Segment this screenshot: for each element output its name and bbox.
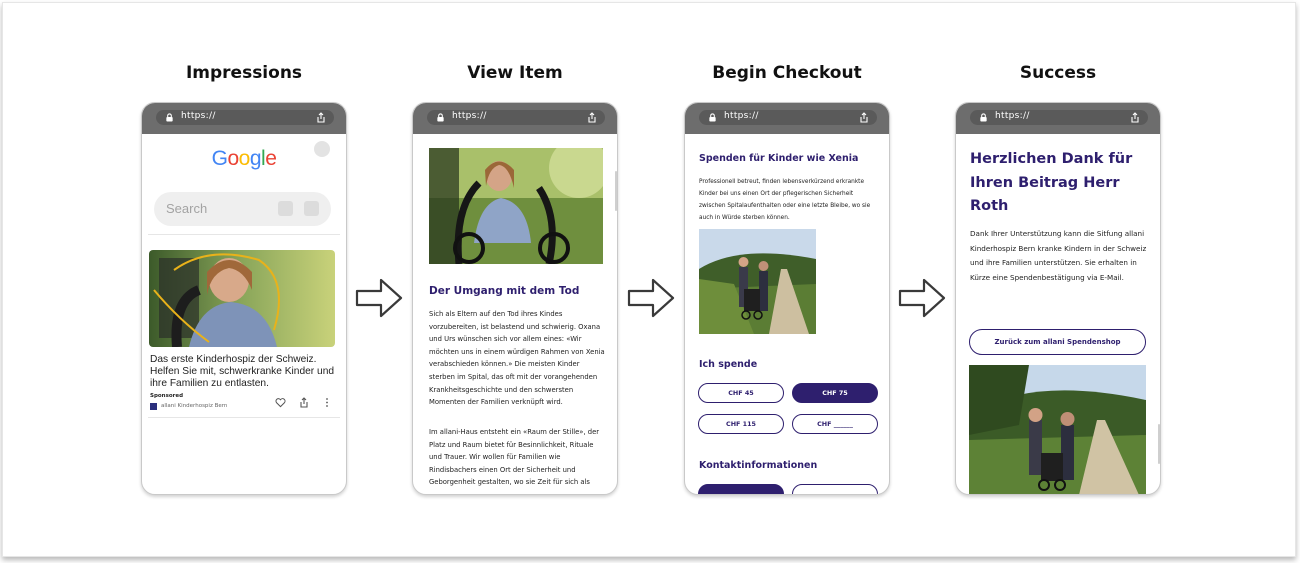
divider xyxy=(148,417,340,418)
avatar[interactable] xyxy=(314,141,330,157)
phone-view-item xyxy=(412,102,618,495)
camera-search-icon[interactable] xyxy=(304,201,319,216)
google-results-page xyxy=(142,134,346,494)
stage-title-begin-checkout: Begin Checkout xyxy=(712,63,862,83)
donate-heading: Ich spende xyxy=(699,359,758,370)
browser-bar xyxy=(142,103,346,134)
logo-letter: e xyxy=(265,147,277,170)
search-input[interactable] xyxy=(154,192,331,226)
article-page xyxy=(413,134,617,494)
article-heading: Der Umgang mit dem Tod xyxy=(429,285,580,297)
success-photo-family-path xyxy=(969,365,1146,494)
checkout-page xyxy=(685,134,889,494)
article-photo-girl-wheelchair xyxy=(429,148,603,264)
advertiser-favicon xyxy=(150,403,157,410)
share-icon[interactable] xyxy=(587,112,597,123)
article-paragraph: Sich als Eltern auf den Tod ihres Kindes vorzubereiten, ist belastend und schwierig. Oxana und Urs wünschen sich vor allem eines: «Wir möchten uns in einem würdigen Rahmen von Xenia verabschieden können.» Die meisten Kinder sterben im Spital, das oft mit der vorangehenden Krankheitsgeschichte und den schwersten Momenten der Familien verknüpft wird. xyxy=(429,310,605,407)
contact-option-button[interactable] xyxy=(698,484,784,494)
share-icon[interactable] xyxy=(1130,112,1140,123)
custom-amount-input[interactable]: CHF ______ xyxy=(792,414,878,434)
divider xyxy=(148,234,340,235)
amount-button-75[interactable]: CHF 75 xyxy=(792,383,878,403)
browser-bar xyxy=(956,103,1160,134)
article-paragraph: Im allani-Haus entsteht ein «Raum der Stille», der Platz und Raum bietet für Besinnlichkeit, Rituale und Trauer. Wir wollen für Familien wie Rindisbachers einen Ort der Sicherheit und Geborgenheit gestalten, wo sie Zeit für sich als xyxy=(429,428,600,487)
contact-heading: Kontaktinformationen xyxy=(699,460,818,471)
success-page xyxy=(956,134,1160,494)
scrollbar[interactable] xyxy=(615,171,617,211)
checkout-heading: Spenden für Kinder wie Xenia xyxy=(699,153,859,164)
arrow-right-icon xyxy=(627,277,675,319)
lock-icon xyxy=(979,113,988,122)
share-icon[interactable] xyxy=(859,112,869,123)
url-bar[interactable] xyxy=(699,110,877,125)
arrow-right-icon xyxy=(355,277,403,319)
browser-bar xyxy=(685,103,889,134)
lock-icon xyxy=(165,113,174,122)
checkout-photo-family-path xyxy=(699,229,816,334)
lock-icon xyxy=(708,113,717,122)
sponsored-label: Sponsored xyxy=(150,393,184,399)
more-icon[interactable] xyxy=(325,397,329,408)
flow-diagram-frame xyxy=(2,2,1296,557)
share-icon[interactable] xyxy=(316,112,326,123)
heart-icon[interactable] xyxy=(275,397,286,408)
url-bar[interactable] xyxy=(156,110,334,125)
stage-title-view-item: View Item xyxy=(467,63,563,83)
logo-letter: G xyxy=(211,147,228,170)
url-bar[interactable] xyxy=(970,110,1148,125)
contact-option-button[interactable] xyxy=(792,484,878,494)
amount-button-115[interactable]: CHF 115 xyxy=(698,414,784,434)
url-text: https:// xyxy=(995,111,1030,121)
logo-letter: l xyxy=(261,147,266,170)
advertiser-domain[interactable]: allani Kinderhospiz Bern xyxy=(161,403,228,409)
browser-bar xyxy=(413,103,617,134)
phone-begin-checkout xyxy=(684,102,890,495)
amount-button-45[interactable]: CHF 45 xyxy=(698,383,784,403)
search-placeholder: Search xyxy=(166,201,208,216)
back-to-shop-button[interactable]: Zurück zum allani Spendenshop xyxy=(969,329,1146,355)
logo-letter: g xyxy=(249,147,262,170)
url-bar[interactable] xyxy=(427,110,605,125)
ad-image-girl-wheelchair[interactable] xyxy=(149,250,335,347)
phone-impressions xyxy=(141,102,347,495)
arrow-right-icon xyxy=(898,277,946,319)
ad-headline[interactable]: Das erste Kinderhospiz der Schweiz. Helfen Sie mit, schwerkranke Kinder und ihre Familien zu entlasten. xyxy=(150,354,335,389)
url-text: https:// xyxy=(452,111,487,121)
stage-title-success: Success xyxy=(1019,63,1097,83)
phone-success xyxy=(955,102,1161,495)
success-heading: Herzlichen Dank für Ihren Beitrag Herr Roth xyxy=(970,151,1133,214)
checkout-intro: Professionell betreut, finden lebensverkürzend erkrankte Kinder bei uns einen Ort der pflegerischen Sicherheit zwischen Spitalaufenthalten oder eine letzte Bleibe, wo sie auch in Würde sterben können. xyxy=(699,179,871,221)
share-icon[interactable] xyxy=(299,397,309,408)
logo-letter: o xyxy=(227,147,239,170)
logo-letter: o xyxy=(238,147,250,170)
stage-title-impressions: Impressions xyxy=(185,63,303,83)
url-text: https:// xyxy=(724,111,759,121)
voice-search-icon[interactable] xyxy=(278,201,293,216)
lock-icon xyxy=(436,113,445,122)
success-message: Dank Ihrer Unterstützung kann die Sitfung allani Kinderhospiz Bern kranke Kindern in der Schweiz und ihre Familien unterstützen. Sie erhalten in Kürze eine Spendenbestätigung via E-Mail. xyxy=(970,229,1147,282)
scrollbar[interactable] xyxy=(1158,424,1160,464)
url-text: https:// xyxy=(181,111,216,121)
